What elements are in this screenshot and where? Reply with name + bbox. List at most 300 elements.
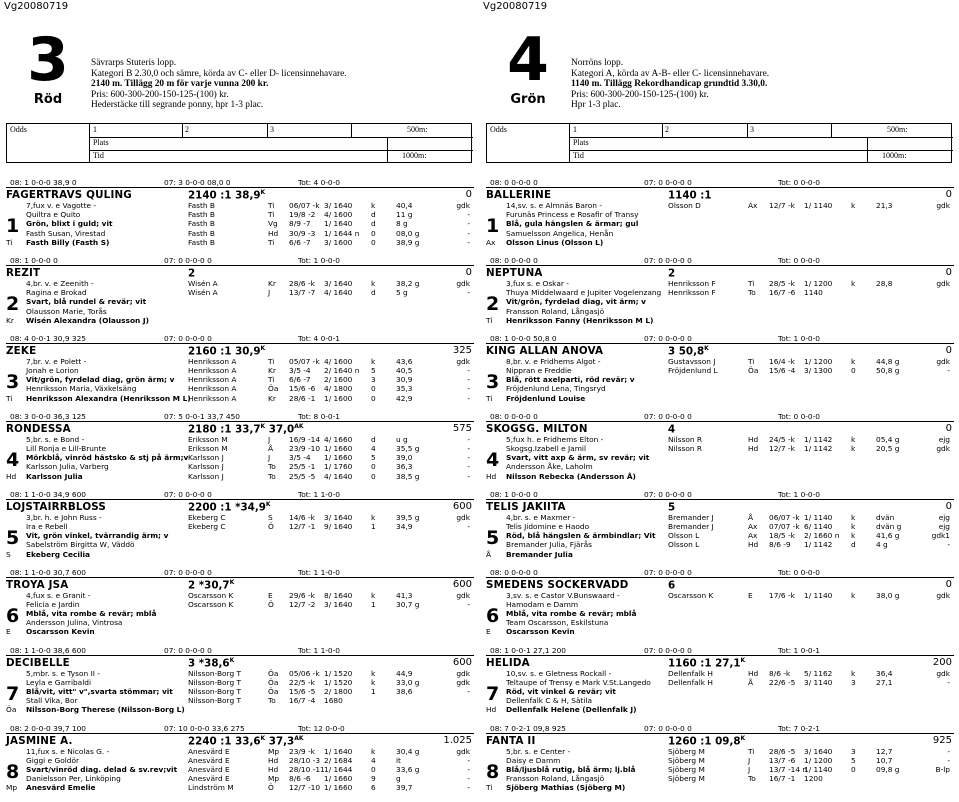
entry-body	[486, 279, 954, 325]
odds-label: 500m:	[407, 125, 428, 134]
result-track: Ti	[268, 375, 275, 385]
result-driver: Fasth B	[188, 237, 215, 247]
stats-row	[486, 724, 954, 734]
stats-cell: 08: 1 0-0-0 0	[490, 489, 538, 499]
stats-cell: Tot: 0 0-0-0	[778, 411, 821, 421]
stats-row	[486, 256, 954, 266]
entry-info: Henriksson Maria, Växkelsäng	[26, 384, 137, 394]
stats-row	[486, 568, 954, 578]
record-value: 50,8	[678, 345, 705, 358]
entry-line	[6, 435, 474, 444]
result-start-distance: 4/ 1600	[324, 356, 353, 366]
odds-label: Tid	[573, 151, 584, 160]
result-start-distance: 1/ 1140	[804, 201, 833, 210]
start-number: 5	[6, 526, 20, 549]
home-track: Hd	[486, 471, 497, 481]
result-code: 4	[371, 444, 376, 453]
result-track: Ö	[268, 599, 274, 609]
odds-label: Tid	[93, 151, 104, 160]
result-note: -	[947, 677, 950, 687]
stats-cell: 07: 0 0-0-0 0	[644, 411, 692, 421]
result-start-distance: 1140	[804, 288, 823, 298]
stats-row	[486, 178, 954, 188]
entry-body	[6, 591, 474, 637]
entry-body	[6, 435, 474, 481]
result-note: B-lp	[935, 764, 950, 774]
home-track: Ti	[486, 783, 493, 793]
result-km-time: 10,7	[876, 755, 893, 765]
result-date: 13/7 -14 n	[769, 764, 808, 774]
result-note: -	[467, 228, 470, 238]
result-note: ejg	[938, 521, 950, 531]
horse-entry	[486, 646, 954, 715]
result-date: 3/5 -4	[289, 366, 311, 376]
horse-name: KING ALLAN ANOVA	[486, 344, 604, 357]
entry-info: Quiltra e Quito	[26, 210, 81, 220]
result-code: k	[371, 590, 376, 600]
entry-info: Svart/vinröd diag. delad & sv.rev;vit	[26, 764, 178, 774]
result-start-distance: 1/ 1140	[804, 512, 833, 522]
entry-info: Olausson Marie, Torås	[26, 306, 107, 316]
result-driver: Henriksson F	[668, 288, 716, 298]
odds-label: 3	[270, 125, 274, 134]
result-track: Ö	[268, 783, 274, 793]
stats-row	[486, 412, 954, 422]
record-type: K	[260, 734, 266, 742]
result-note: gdk	[936, 278, 950, 288]
record-type: K	[260, 344, 266, 352]
stats-cell: Tot: 0 0-0-0	[778, 178, 821, 187]
odds-box-line	[89, 124, 90, 162]
horse-entry	[486, 568, 954, 637]
entry-info: Team Oscarsson, Eskilstuna	[506, 618, 609, 628]
result-km-time: 21,3	[876, 201, 893, 210]
race-color-name: Röd	[33, 92, 63, 107]
result-start-distance: 1/ 1660	[324, 783, 353, 793]
stats-cell: Tot: 1 0-0-1	[778, 645, 821, 655]
stats-cell: Tot: 0 0-0-0	[778, 567, 821, 577]
entry-info: 8,br. v. e Fridhems Algot -	[506, 356, 601, 366]
entry-info: Nilsson-Borg Therese (Nilsson-Borg L)	[26, 705, 185, 715]
result-code: 0	[851, 764, 856, 774]
entry-info: Blå, gula hängslen & ärmar; gul	[506, 219, 639, 229]
stats-cell: 07: 0 0-0-0 0	[164, 489, 212, 499]
odds-box-line	[267, 124, 268, 137]
race-conditions	[571, 58, 951, 111]
distance-value: 2	[668, 267, 676, 280]
entry-line	[486, 609, 954, 618]
entry-info: Mörkblå, vinröd hästsko & stj på ärm;v	[26, 453, 189, 463]
result-driver: Gustavsson J	[668, 356, 716, 366]
result-note: gdk	[456, 201, 470, 210]
record-type: K	[229, 578, 235, 586]
result-start-distance: 6/ 1140	[804, 521, 833, 531]
race-column-left	[6, 0, 478, 793]
result-code: k	[371, 201, 376, 210]
stats-cell: 08: 1 0-0-0 0	[10, 255, 58, 265]
start-number: 8	[6, 760, 20, 783]
entry-line	[486, 774, 954, 783]
result-date: 17/6 -k	[769, 590, 795, 600]
result-track: Ti	[748, 746, 755, 756]
result-driver: Wisén A	[188, 278, 218, 288]
result-start-distance: 2/ 1600	[324, 375, 353, 385]
start-number: 5	[486, 526, 500, 549]
stats-cell: Tot: 12 0-0-0	[298, 723, 345, 733]
result-date: 6/6 -7	[289, 375, 311, 385]
result-driver: Sjöberg M	[668, 764, 705, 774]
result-km-time: 39,0	[396, 453, 413, 463]
odds-label: 3	[750, 125, 754, 134]
result-start-distance: 4/ 1660	[324, 434, 353, 444]
home-track: Å	[486, 549, 492, 559]
stats-row	[486, 334, 954, 344]
entry-info: Samuelsson Angelica, Henån	[506, 228, 614, 238]
entry-info: Lill Ronja e Lill-Brunte	[26, 444, 107, 453]
entry-info: 7,br. v. e Polett -	[26, 356, 87, 366]
result-track: To	[268, 471, 276, 481]
result-code: 1	[371, 687, 376, 696]
result-driver: Henriksson F	[668, 278, 716, 288]
entry-info: Dellenfalk Helene (Dellenfalk J)	[506, 705, 637, 715]
result-date: 8/6 -6	[289, 774, 311, 784]
handicap-distance	[668, 501, 675, 513]
entry-body	[486, 591, 954, 637]
result-driver: Fasth B	[188, 201, 215, 210]
handicap-distance	[188, 657, 234, 669]
result-note: gdk	[936, 590, 950, 600]
horse-name: DECIBELLE	[6, 656, 70, 669]
result-driver: Dellenfalk H	[668, 677, 713, 687]
entry-line	[6, 550, 474, 559]
result-km-time: 39,7	[396, 783, 413, 793]
result-driver: Henriksson A	[188, 393, 237, 403]
entry-info: Blå, rött axelparti, röd revär; v	[506, 375, 635, 385]
entry-line	[486, 705, 954, 714]
result-track: E	[268, 590, 273, 600]
entry-info: Vit/grön, fyrdelad diag, vit ärm; v	[506, 297, 646, 307]
result-km-time: 34,9	[396, 521, 413, 531]
odds-label: Odds	[490, 125, 507, 134]
result-code: 1	[371, 521, 376, 531]
stats-cell: Tot: 0 0-0-0	[778, 255, 821, 265]
auto-record-value: 37,0	[268, 423, 295, 436]
distance-value: 1160 :1	[668, 657, 712, 670]
race-condition-line: Pris: 600-300-200-150-125-(100) kr.	[91, 89, 229, 100]
horse-name: TROYA JSA	[6, 578, 69, 591]
result-track: Kr	[268, 278, 276, 288]
entry-line	[6, 210, 474, 219]
horse-name-row	[486, 734, 954, 747]
handicap-distance	[188, 423, 303, 435]
entry-info: Fröjdenlund Lena, Tingsryd	[506, 384, 606, 394]
result-track: Å	[748, 677, 754, 687]
entry-info: 4,fux s. e Granit -	[26, 590, 91, 600]
result-date: 12/7 -2	[289, 599, 316, 609]
entry-line	[486, 366, 954, 375]
entry-info: 5,br. s. e Bond -	[26, 434, 85, 444]
result-track: Ö	[268, 521, 274, 531]
result-start-distance: 1/ 1200	[804, 278, 833, 288]
horse-name-row	[6, 188, 474, 201]
entry-line	[486, 444, 954, 453]
record-value: 33,6	[235, 734, 261, 747]
handicap-distance	[668, 423, 675, 435]
home-track: Ti	[6, 393, 13, 403]
handicap-distance	[668, 579, 675, 591]
result-note: -	[947, 366, 950, 376]
result-track: Mp	[268, 746, 280, 756]
result-driver: Fasth B	[188, 219, 215, 229]
record-value: 33,7	[235, 423, 261, 436]
entry-info: Nippran e Freddie	[506, 366, 572, 376]
entry-info: Blå/vit, vitt" v",svarta stömmar; vit	[26, 687, 173, 696]
entry-line	[6, 609, 474, 618]
result-km-time: 20,5 g	[876, 444, 900, 453]
result-driver: Oscarsson K	[668, 590, 714, 600]
result-note: -	[467, 783, 470, 793]
result-code: d	[371, 434, 376, 444]
result-start-distance: 1/ 1520	[324, 668, 353, 678]
stats-row	[6, 568, 474, 578]
home-track: Mp	[6, 783, 18, 793]
entry-line	[6, 444, 474, 453]
entry-info: Giggi e Goldör	[26, 755, 80, 765]
start-number: 2	[486, 292, 500, 315]
result-code: 3	[371, 375, 376, 385]
entry-info: Karlsson Julia	[26, 471, 83, 481]
result-driver: Olsson L	[668, 531, 700, 541]
odds-label: Odds	[10, 125, 27, 134]
result-note: -	[467, 219, 470, 229]
result-code: k	[851, 668, 856, 678]
result-start-distance: 4/ 1600	[324, 210, 353, 220]
result-code: d	[371, 288, 376, 298]
race-condition-line: Kategori A, körda av A-B- eller C- licensinnehavare.	[571, 68, 770, 79]
entry-info: Ragina e Brokad	[26, 288, 87, 298]
result-note: gdk	[936, 668, 950, 678]
result-date: 16/7 -1	[769, 774, 796, 784]
race-color-name: Grön	[510, 92, 546, 107]
entry-line	[486, 540, 954, 549]
result-note: -	[467, 599, 470, 609]
entry-line	[486, 297, 954, 306]
result-start-distance: 3/ 1640	[324, 512, 353, 522]
result-code: 3	[851, 677, 856, 687]
result-start-distance: 5/ 1162	[804, 668, 833, 678]
race-condition-line: 2140 m. Tillägg 20 m för varje vunna 200 kr.	[91, 79, 269, 90]
result-date: 8/6 -k	[769, 668, 791, 678]
entry-line	[6, 774, 474, 783]
distance-value: 4	[668, 423, 676, 436]
horse-name: TELIS JAKIITA	[486, 500, 566, 513]
result-track: Hd	[268, 764, 279, 774]
result-km-time: it	[396, 755, 401, 765]
horse-entry	[486, 412, 954, 481]
entry-info: Nilsson Rebecka (Andersson Å)	[506, 471, 636, 481]
entry-line	[6, 540, 474, 549]
entry-info: 3,br. h. e John Russ -	[26, 512, 102, 522]
record-type: K	[265, 500, 271, 508]
entry-info: Sjöberg Mathias (Sjöberg M)	[506, 783, 626, 793]
result-code: 5	[371, 453, 376, 463]
horse-name-row	[486, 500, 954, 513]
horse-entry	[6, 412, 474, 481]
result-km-time: 30,7 g	[396, 599, 420, 609]
handicap-distance	[188, 579, 234, 591]
result-code: k	[851, 512, 856, 522]
stats-row	[6, 178, 474, 188]
stats-cell: 08: 3 0-0-0 36,3 125	[10, 411, 86, 421]
entry-info: Fransson Roland, Långasjö	[506, 774, 605, 784]
entry-line	[486, 316, 954, 325]
result-driver: Sjöberg M	[668, 774, 705, 784]
entry-info: 14,sv. s. e Almnäs Baron -	[506, 201, 602, 210]
stats-cell: 08: 1 1-0-0 34,9 600	[10, 489, 86, 499]
result-driver: Anesvärd E	[188, 755, 230, 765]
entry-info: Sabelström Birgitta W, Väddö	[26, 540, 135, 550]
result-code: 0	[371, 471, 376, 481]
distance-value: 2	[188, 267, 196, 280]
entry-info: Fröjdenlund Louise	[506, 393, 586, 403]
result-date: 05/06 -k	[289, 668, 320, 678]
page-tag-right: Vg20080719	[483, 1, 548, 12]
horse-name: FANTA II	[486, 734, 536, 747]
result-date: 15/6 -6	[289, 384, 316, 394]
horse-name: BALLERINE	[486, 189, 552, 201]
stats-cell: 08: 0 0-0-0 0	[490, 255, 538, 265]
entry-info: 7,fux v. e Vagotte -	[26, 201, 97, 210]
home-track: Ti	[486, 393, 493, 403]
entry-line	[486, 513, 954, 522]
odds-box-line	[89, 137, 473, 138]
horse-name: REZIT	[6, 266, 41, 279]
entry-info: 5,fux h. e Fridhems Elton -	[506, 434, 604, 444]
entry-line	[6, 394, 474, 403]
home-track: Ti	[6, 237, 13, 247]
entry-body	[486, 669, 954, 715]
result-code: k	[851, 434, 856, 444]
handicap-distance	[188, 189, 265, 201]
stats-cell: Tot: 1 1-0-0	[298, 489, 341, 499]
record-value: 09,8	[715, 734, 741, 747]
entry-info: Henriksson Alexandra (Henriksson M L)	[26, 393, 191, 403]
horse-name-row	[6, 266, 474, 279]
result-km-time: 38,2 g	[396, 278, 420, 288]
result-km-time: 38,6	[396, 687, 413, 696]
auto-record-type: AK	[294, 422, 304, 430]
race-condition-line: Kategori B 2.30,0 och sämre, körda av C- eller D- licensinnehavare.	[91, 68, 347, 79]
horse-name-row	[6, 656, 474, 669]
stats-cell: 08: 2 0-0-0 39,7 100	[10, 723, 86, 733]
result-driver: Nilsson-Borg T	[188, 687, 242, 696]
entry-info: 5,br. s. e Center -	[506, 746, 571, 756]
result-start-distance: 1/ 1660	[324, 453, 353, 463]
result-start-distance: 1/ 1644	[324, 764, 353, 774]
handicap-distance	[188, 735, 303, 747]
result-note: -	[467, 687, 470, 696]
stats-cell: 08: 0 0-0-0 0	[490, 567, 538, 577]
entry-info: Felicia e Jardin	[26, 599, 80, 609]
result-track: Å	[748, 512, 754, 522]
race-conditions	[91, 58, 471, 111]
entry-body	[486, 201, 954, 247]
entry-line	[6, 307, 474, 316]
result-start-distance: 1/ 1200	[804, 755, 833, 765]
result-note: -	[467, 288, 470, 298]
odds-label: 1000m:	[402, 151, 427, 160]
result-date: 23/9 -k	[289, 746, 315, 756]
stats-cell: 07: 0 0-0-0 0	[644, 567, 692, 577]
entry-info: Ekeberg Cecilia	[26, 549, 90, 559]
odds-box	[486, 123, 952, 163]
result-date: 28/10 -3	[289, 755, 321, 765]
record-type: K	[229, 656, 235, 664]
entry-line	[6, 229, 474, 238]
entry-line	[6, 783, 474, 792]
result-driver: Fasth B	[188, 228, 215, 238]
result-driver: Lindström M	[188, 783, 234, 793]
result-note: gdk	[456, 590, 470, 600]
result-start-distance: 4/ 1640	[324, 471, 353, 481]
result-date: 15/6 -5	[289, 687, 316, 696]
entry-line	[486, 462, 954, 471]
horse-name: JASMINE A.	[6, 734, 73, 747]
stats-row	[6, 646, 474, 656]
entry-info: Blå/ljusblå rutig, blå ärm; lj.blå	[506, 764, 636, 774]
result-start-distance: 9/ 1640	[324, 521, 353, 531]
entry-line	[6, 531, 474, 540]
result-note: gdk	[456, 512, 470, 522]
result-note: -	[467, 237, 470, 247]
prize-total: 0	[465, 266, 472, 278]
stats-cell: 08: 0 0-0-0 0	[490, 178, 538, 187]
entry-line	[486, 394, 954, 403]
result-km-time: 41,3	[396, 590, 413, 600]
entry-line	[6, 375, 474, 384]
record-type: K	[740, 734, 746, 742]
entry-line	[6, 513, 474, 522]
result-date: 28/5 -k	[769, 278, 795, 288]
race-condition-line: Sävrarps Stuteris lopp.	[91, 58, 177, 68]
result-date: 12/7 -k	[769, 201, 795, 210]
stats-cell: 07: 0 0-0-0 0	[164, 645, 212, 655]
result-start-distance: 1/ 1142	[804, 434, 833, 444]
record-type: K	[740, 656, 746, 664]
result-note: -	[467, 384, 470, 394]
result-track: J	[268, 453, 271, 463]
entry-info: Anesvärd Emelie	[26, 783, 96, 793]
stats-row	[6, 334, 474, 344]
result-code: 4	[371, 755, 376, 765]
stats-cell: Tot: 4 0-0-0	[298, 178, 341, 187]
prize-total: 575	[452, 422, 472, 434]
result-code: d	[371, 210, 376, 220]
entry-line	[6, 297, 474, 306]
horse-name: SMEDENS SOCKERVADD	[486, 578, 629, 591]
result-start-distance: 1/ 1644 n	[324, 228, 360, 238]
result-driver: Henriksson A	[188, 356, 237, 366]
entry-line	[6, 618, 474, 627]
horse-entry	[6, 178, 474, 247]
entry-info: Andersson Åke, Laholm	[506, 462, 593, 472]
race-condition-line: Norröns lopp.	[571, 58, 624, 68]
prize-total: 0	[945, 344, 952, 356]
result-track: To	[748, 288, 756, 298]
start-number: 8	[486, 760, 500, 783]
result-start-distance: 1/ 1520	[324, 677, 353, 687]
result-track: Vg	[268, 219, 278, 229]
